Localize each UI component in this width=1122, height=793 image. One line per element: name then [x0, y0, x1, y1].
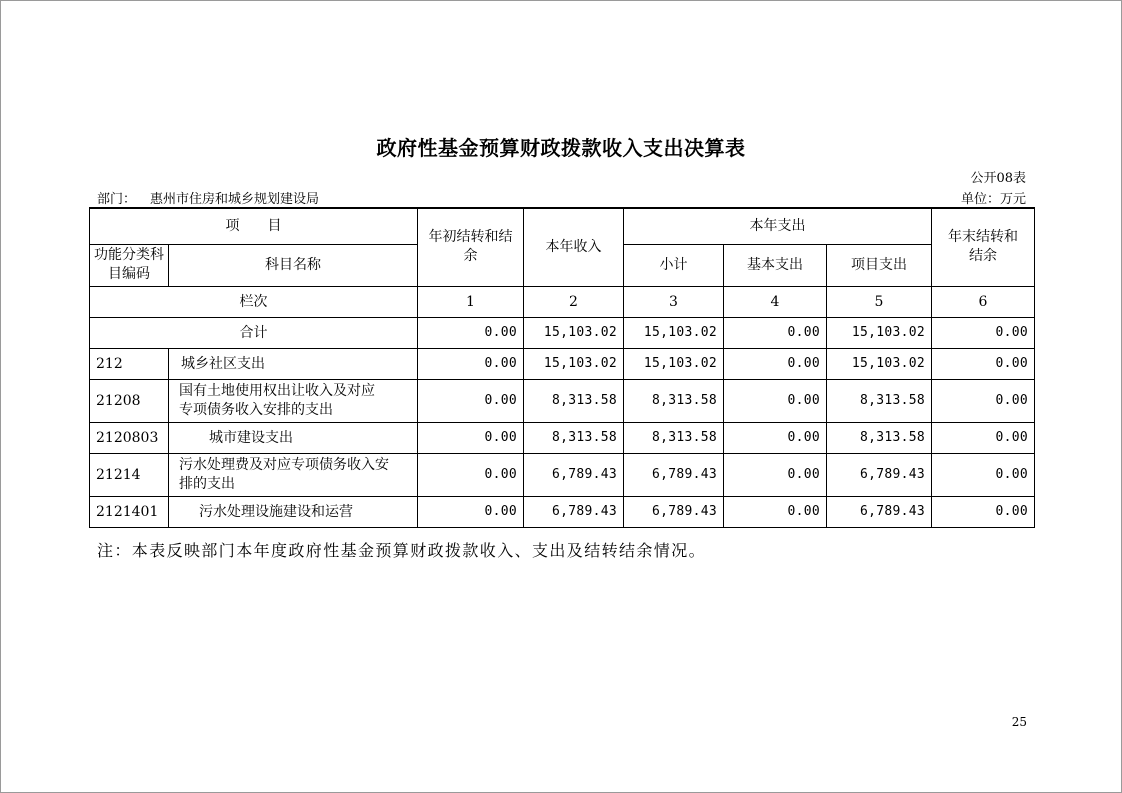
row-value: 0.00 — [932, 453, 1035, 496]
row-value: 6,789.43 — [827, 496, 932, 527]
total-value: 0.00 — [724, 317, 827, 348]
row-value: 0.00 — [724, 379, 827, 422]
index-col: 5 — [827, 286, 932, 317]
header-expenditure: 本年支出 — [624, 208, 932, 244]
row-name: 城乡社区支出 — [169, 348, 418, 379]
header-code: 功能分类科目编码 — [90, 244, 169, 286]
table-row — [90, 348, 1035, 379]
total-value: 0.00 — [932, 317, 1035, 348]
index-col: 2 — [524, 286, 624, 317]
row-value: 0.00 — [418, 379, 524, 422]
header-basic: 基本支出 — [724, 244, 827, 286]
header-income: 本年收入 — [524, 208, 624, 286]
total-label: 合计 — [90, 317, 418, 348]
row-value: 8,313.58 — [524, 379, 624, 422]
header-subtotal: 小计 — [624, 244, 724, 286]
page-title: 政府性基金预算财政拨款收入支出决算表 — [376, 136, 746, 160]
department-line — [97, 188, 319, 207]
row-code: 2120803 — [90, 422, 169, 453]
total-value: 15,103.02 — [524, 317, 624, 348]
header-name: 科目名称 — [169, 244, 418, 286]
row-value: 8,313.58 — [524, 422, 624, 453]
row-value: 6,789.43 — [524, 496, 624, 527]
row-value: 0.00 — [724, 348, 827, 379]
row-name: 污水处理费及对应专项债务收入安排的支出 — [169, 453, 418, 496]
row-value: 15,103.02 — [624, 348, 724, 379]
row-value: 15,103.02 — [524, 348, 624, 379]
table-row — [90, 379, 1035, 422]
row-name: 城市建设支出 — [169, 422, 418, 453]
row-value: 0.00 — [418, 496, 524, 527]
row-value: 0.00 — [418, 453, 524, 496]
row-value: 6,789.43 — [524, 453, 624, 496]
row-value: 0.00 — [724, 453, 827, 496]
index-col: 1 — [418, 286, 524, 317]
row-name: 国有土地使用权出让收入及对应专项债务收入安排的支出 — [169, 379, 418, 422]
row-name: 污水处理设施建设和运营 — [169, 496, 418, 527]
row-value: 8,313.58 — [624, 422, 724, 453]
department-name: 惠州市住房和城乡规划建设局 — [150, 192, 320, 207]
row-value: 8,313.58 — [827, 379, 932, 422]
unit-label: 单位：万元 — [960, 192, 1026, 207]
total-value: 0.00 — [418, 317, 524, 348]
row-value: 0.00 — [418, 422, 524, 453]
row-value: 6,789.43 — [827, 453, 932, 496]
row-code: 21214 — [90, 453, 169, 496]
table-note: 注：本表反映部门本年度政府性基金预算财政拨款收入、支出及结转结余情况。 — [97, 541, 707, 560]
page-number: 25 — [1011, 715, 1027, 729]
row-value: 8,313.58 — [624, 379, 724, 422]
row-value: 0.00 — [932, 422, 1035, 453]
row-value: 6,789.43 — [624, 496, 724, 527]
header-carryover-end: 年末结转和结余 — [932, 208, 1035, 286]
row-value: 0.00 — [724, 496, 827, 527]
row-value: 6,789.43 — [624, 453, 724, 496]
department-label: 部门： — [97, 192, 137, 207]
budget-table — [89, 207, 1035, 528]
row-code: 2121401 — [90, 496, 169, 527]
table-row — [90, 422, 1035, 453]
row-code: 212 — [90, 348, 169, 379]
row-value: 0.00 — [724, 422, 827, 453]
index-col: 4 — [724, 286, 827, 317]
header-project: 项目支出 — [827, 244, 932, 286]
index-col: 6 — [932, 286, 1035, 317]
row-value: 8,313.58 — [827, 422, 932, 453]
row-value: 0.00 — [932, 348, 1035, 379]
row-value: 0.00 — [932, 379, 1035, 422]
form-number: 公开08表 — [970, 171, 1026, 186]
total-value: 15,103.02 — [827, 317, 932, 348]
row-value: 0.00 — [932, 496, 1035, 527]
row-code: 21208 — [90, 379, 169, 422]
total-value: 15,103.02 — [624, 317, 724, 348]
row-value: 15,103.02 — [827, 348, 932, 379]
row-value: 0.00 — [418, 348, 524, 379]
header-carryover-begin: 年初结转和结余 — [418, 208, 524, 286]
index-label: 栏次 — [90, 286, 418, 317]
header-item: 项 目 — [90, 208, 418, 244]
table-row — [90, 453, 1035, 496]
index-col: 3 — [624, 286, 724, 317]
table-row — [90, 496, 1035, 527]
